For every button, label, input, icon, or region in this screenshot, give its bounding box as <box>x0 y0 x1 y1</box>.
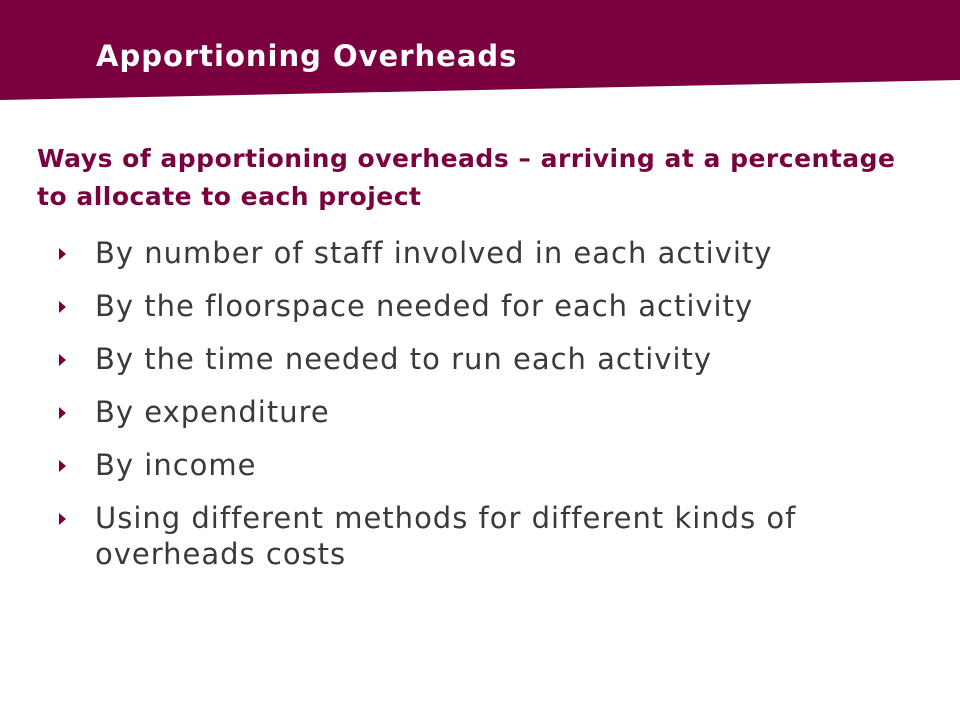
bullet-item-staff <box>58 235 918 271</box>
bullet-text: Using different methods for different kinds of overheads costs <box>95 501 797 571</box>
triangle-bullet-icon <box>59 407 66 419</box>
triangle-bullet-icon <box>59 354 66 366</box>
slide-subtitle: Ways of apportioning overheads – arriving at a percentage to allocate to each project <box>37 144 896 211</box>
bullet-text: By the floorspace needed for each activity <box>95 289 754 323</box>
triangle-bullet-icon <box>59 460 66 472</box>
triangle-bullet-icon <box>59 248 66 260</box>
bullet-list <box>58 235 918 589</box>
bullet-item-income <box>58 447 918 483</box>
bullet-text: By number of staff involved in each activity <box>95 236 773 270</box>
slide-title: Apportioning Overheads <box>96 39 518 73</box>
bullet-item-different-methods <box>58 500 918 572</box>
bullet-item-time <box>58 341 918 377</box>
bullet-item-floorspace <box>58 288 918 324</box>
bullet-text: By the time needed to run each activity <box>95 342 713 376</box>
triangle-bullet-icon <box>59 513 66 525</box>
triangle-bullet-icon <box>59 301 66 313</box>
bullet-text: By expenditure <box>95 395 330 429</box>
bullet-text: By income <box>95 448 257 482</box>
bullet-item-expenditure <box>58 394 918 430</box>
